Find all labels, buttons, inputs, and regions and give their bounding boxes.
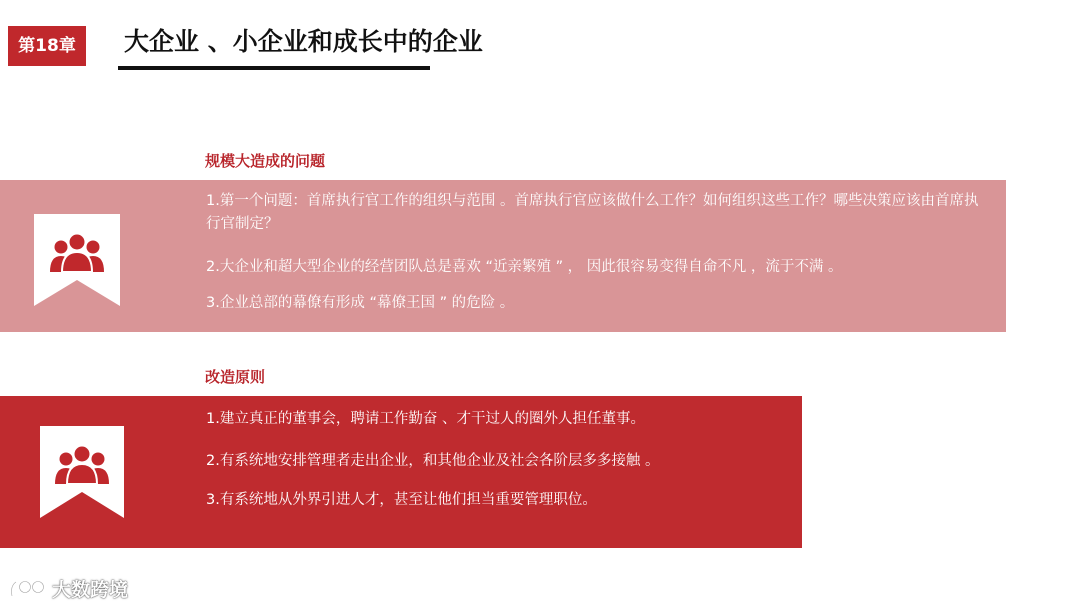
list-item: 1.建立真正的董事会，聘请工作勤奋 、才干过人的圈外人担任董事。: [206, 411, 645, 427]
list-item: 1.第一个问题：首席执行官工作的组织与范围 。首席执行官应该做什么工作？如何组织这些工作？哪些决策应该由首席执行官制定？: [206, 193, 979, 232]
list-item: 2.大企业和超大型企业的经营团队总是喜欢 “近亲繁殖 ” ， 因此很容易变得自命不凡 ，流于不满 。: [206, 259, 843, 275]
list-item: 2.有系统地安排管理者走出企业，和其他企业及社会各阶层多多接触 。: [206, 453, 660, 469]
watermark-text: 大数跨境: [52, 578, 129, 601]
chapter-badge: 第18章: [8, 26, 86, 66]
section-heading-problems: 规模大造成的问题: [205, 152, 326, 170]
people-group-icon: [40, 426, 124, 518]
logo-icon: [8, 576, 48, 600]
page-title: 大企业 、小企业和成长中的企业: [124, 27, 483, 56]
list-item: 3.有系统地从外界引进人才，甚至让他们担当重要管理职位。: [206, 492, 597, 508]
people-group-icon: [34, 214, 120, 306]
section-heading-principles: 改造原则: [205, 368, 266, 386]
list-item: 3.企业总部的幕僚有形成 “幕僚王国 ” 的危险 。: [206, 295, 515, 311]
watermark: [8, 574, 128, 602]
title-underline: [118, 66, 430, 70]
